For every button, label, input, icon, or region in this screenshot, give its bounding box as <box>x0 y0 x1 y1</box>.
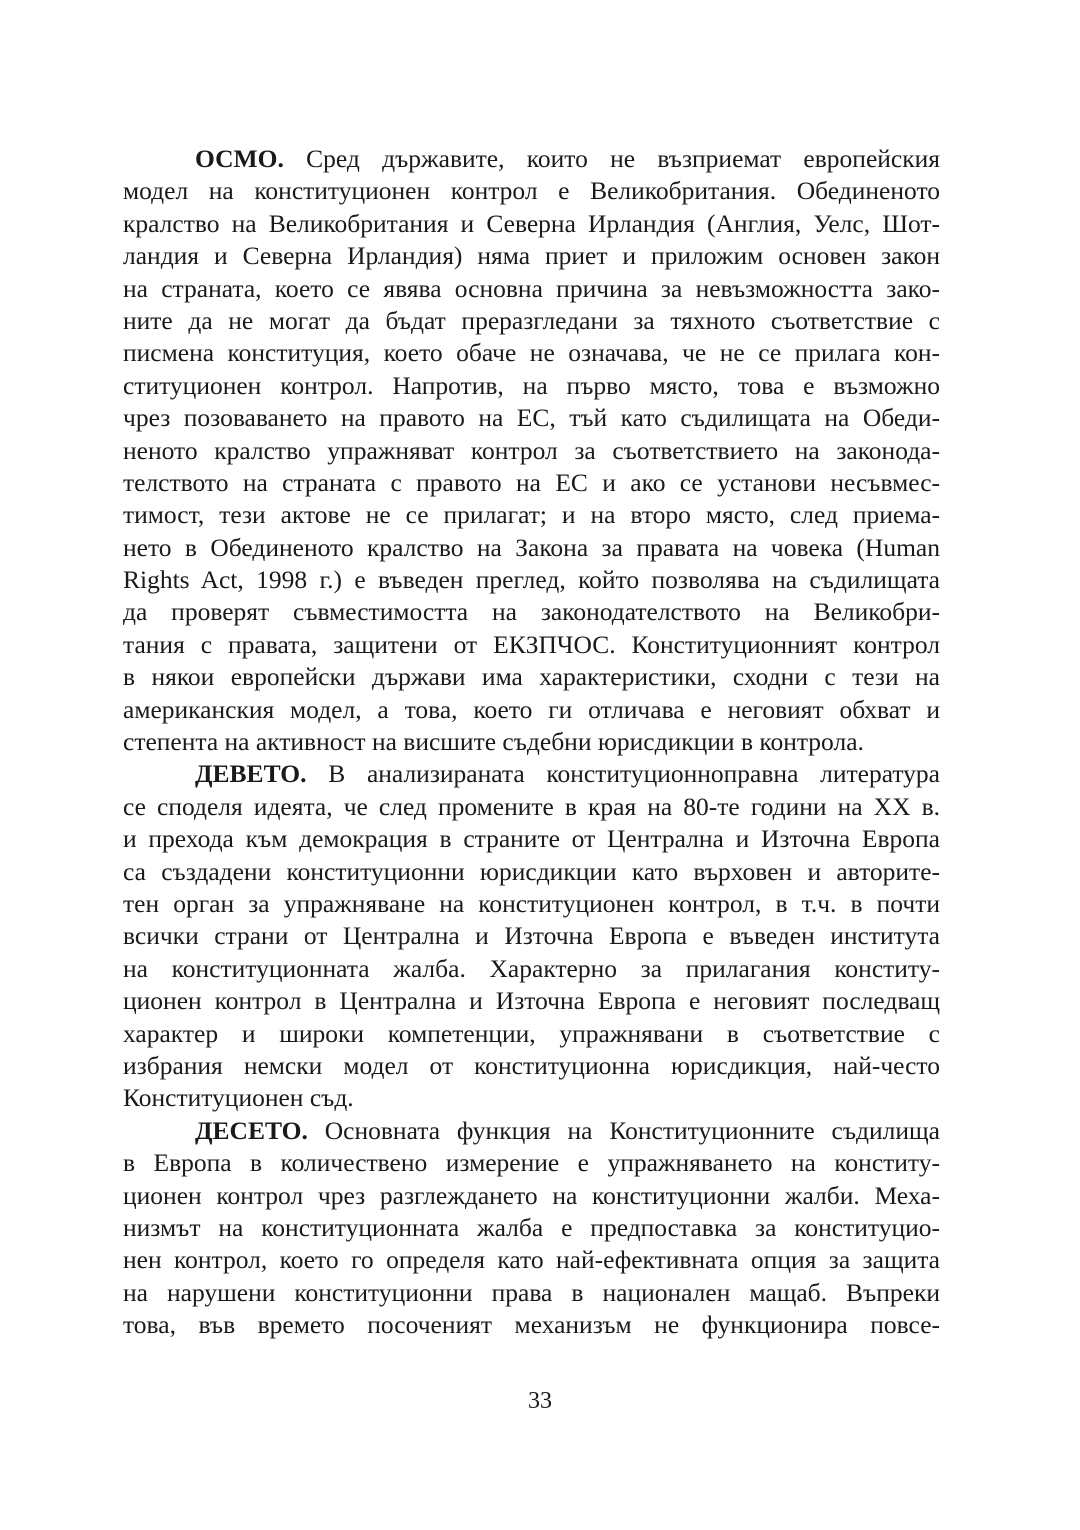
text-line: това, във времето посоченият механизъм не функционира повсе- <box>123 1310 940 1340</box>
text-line: модел на конституционен контрол е Великобритания. Обединеното <box>123 176 940 206</box>
paragraph-deseto <box>123 1115 940 1342</box>
text-line: ДЕВЕТО. В анализираната конституционноправна литература <box>195 759 940 789</box>
text-line: се споделя идеята, че след промените в края на 80-те години на ХХ в. <box>123 791 940 821</box>
text-line: чрез позоваването на правото на ЕС, тъй като съдилищата на Обеди- <box>123 403 940 433</box>
text-line: ДЕСЕТО. Основната функция на Конституционните съдилища <box>195 1115 940 1145</box>
page-number: 33 <box>528 1388 552 1414</box>
text-line: ландия и Северна Ирландия) няма приет и приложим основен закон <box>123 241 940 271</box>
text-line: американския модел, а това, което ги отличава е неговият обхват и <box>123 694 940 724</box>
text-line: ОСМО. Сред държавите, които не възприемат европейския <box>195 144 940 173</box>
paragraph-deveto <box>123 758 940 1114</box>
paragraph-osmo <box>123 143 940 758</box>
text-line: Конституционен съд. <box>123 1083 354 1113</box>
text-line: Rights Act, 1998 г.) е въведен преглед, който позволява на съдилищата <box>123 565 940 595</box>
text-line: телството на страната с правото на ЕС и ако се установи несъвмес- <box>123 467 940 497</box>
text-line: ституционен контрол. Напротив, на първо място, това е възможно <box>123 370 940 400</box>
page-body <box>123 143 940 1341</box>
text-line: ционен контрол в Централна и Източна Европа е неговият последващ <box>123 986 940 1016</box>
text-line: кралство на Великобритания и Северна Ирландия (Англия, Уелс, Шот- <box>123 208 940 238</box>
text-line: низмът на конституционната жалба е предпоставка за конституцио- <box>123 1212 940 1242</box>
text-line: ционен контрол чрез разглеждането на конституционни жалби. Меха- <box>123 1180 940 1210</box>
text-line: тен орган за упражняване на конституционен контрол, в т.ч. в почти <box>123 888 940 918</box>
text-line: нен контрол, което го определя като най-ефективната опция за защита <box>123 1245 940 1275</box>
text-line: писмена конституция, което обаче не означава, че не се прилага кон- <box>123 338 940 368</box>
text-line: да проверят съвместимостта на законодателството на Великобри- <box>123 597 940 627</box>
text-line: на нарушени конституционни права в национален мащаб. Въпреки <box>123 1277 940 1307</box>
text-line: в Европа в количествено измерение е упражняването на конститу- <box>123 1148 940 1178</box>
text-line: тимост, тези актове не се прилагат; и на второ място, след приема- <box>123 500 940 530</box>
text-line: нето в Обединеното кралство на Закона за правата на човека (Human <box>123 532 940 562</box>
text-line: избрания немски модел от конституционна юрисдикция, най-често <box>123 1050 940 1080</box>
paragraph-lead: ДЕСЕТО. <box>195 1115 308 1145</box>
text-line: характер и широки компетенции, упражнявани в съответствие с <box>123 1018 940 1048</box>
text-line: на конституционната жалба. Характерно за прилагания конститу- <box>123 953 940 983</box>
text-line: неното кралство упражняват контрол за съответствието на законода- <box>123 435 940 465</box>
text-line: на страната, което се явява основна причина за невъзможността зако- <box>123 273 940 303</box>
text-line: всички страни от Централна и Източна Европа е въведен института <box>123 921 940 951</box>
text-line: ните да не могат да бъдат преразгледани за тяхното съответствие с <box>123 305 940 335</box>
paragraph-lead: ОСМО. <box>195 144 284 173</box>
text-line: тания с правата, защитени от ЕКЗПЧОС. Конституционният контрол <box>123 629 940 659</box>
text-line: са създадени конституционни юрисдикции като върховен и авторите- <box>123 856 940 886</box>
text-line: в някои европейски държави има характеристики, сходни с тези на <box>123 662 940 692</box>
text-line: степента на активност на висшите съдебни юрисдикции в контрола. <box>123 727 864 757</box>
paragraph-lead: ДЕВЕТО. <box>195 759 307 789</box>
text-line: и прехода към демокрация в страните от Централна и Източна Европа <box>123 824 940 854</box>
